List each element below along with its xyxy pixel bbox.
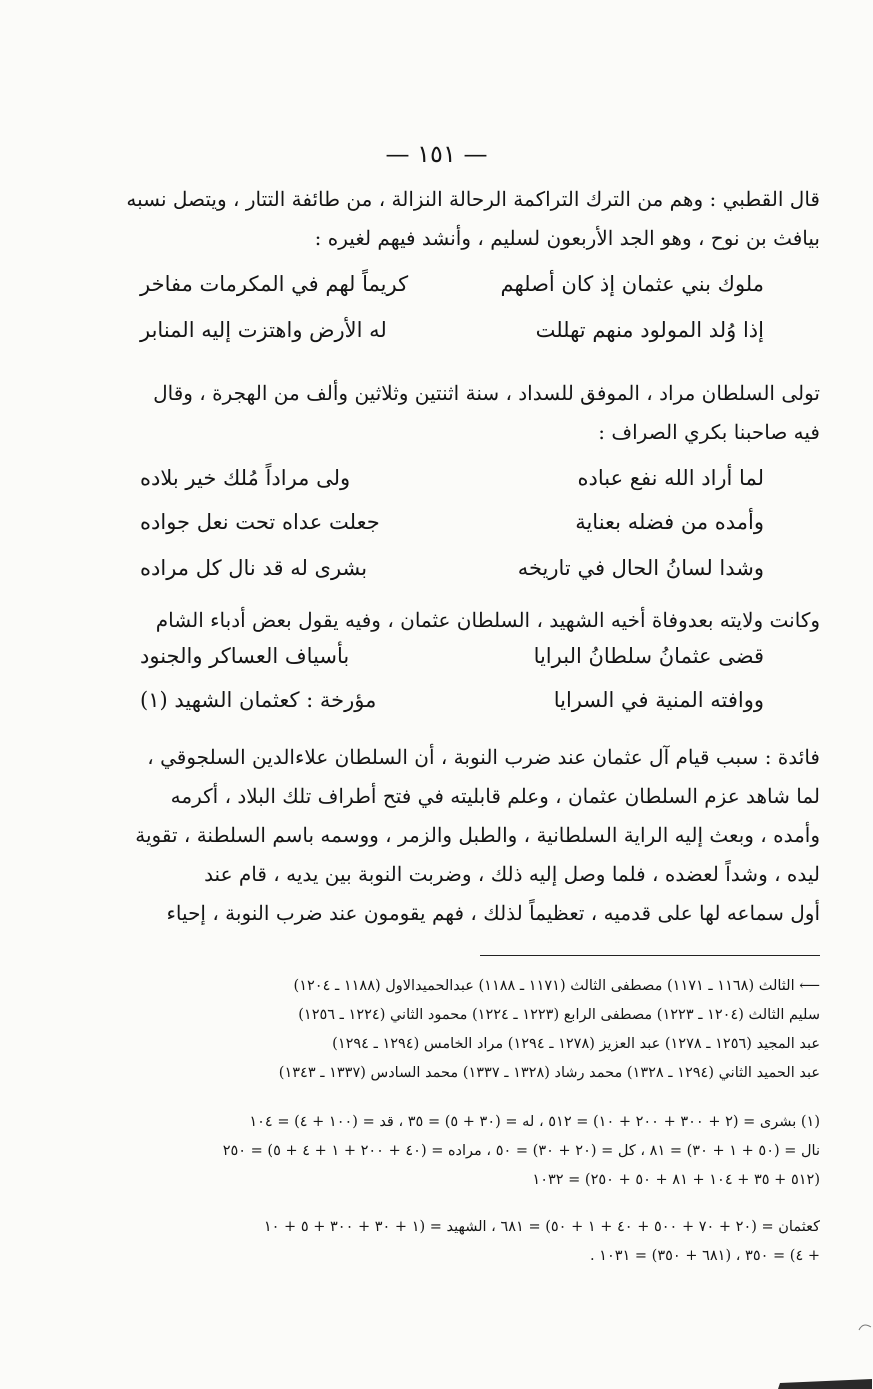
pencil-mark-icon <box>858 1322 872 1332</box>
verse-second-hemistich: جعلت عداه تحت نعل جواده <box>140 510 380 534</box>
verse-first-hemistich: قضى عثمانُ سلطانُ البرايا <box>533 644 764 668</box>
verse-first-hemistich: ووافته المنية في السرايا <box>553 688 764 712</box>
verse-first-hemistich: إذا وُلد المولود منهم تهللت <box>535 318 764 342</box>
footnote-line: عبد الحميد الثاني (١٢٩٤ ـ ١٣٢٨) محمد رشاد (١٣٢٨ ـ ١٣٣٧) محمد السادس (١٣٣٧ ـ ١٣٤٣) <box>278 1065 820 1081</box>
footnote-line: نال = (٥٠ + ١ + ٣٠) = ٨١ ، كل = (٢٠ + ٣٠) = ٥٠ ، مراده = (٤٠ + ٢٠٠ + ١ + ٤ + ٥) = ٢٥٠ <box>222 1143 820 1159</box>
text-line: تولى السلطان مراد ، الموفق للسداد ، سنة اثنتين وثلاثين وألف من الهجرة ، وقال <box>153 381 820 405</box>
footnote-line: ⟵ الثالث (١١٦٨ ـ ١١٧١) مصطفى الثالث (١١٧١ ـ ١١٨٨) عبدالحميدالاول (١١٨٨ ـ ١٢٠٤) <box>293 978 820 994</box>
footnote-sultans-list <box>84 972 820 1088</box>
accession-paragraph <box>84 601 820 640</box>
verse-line <box>140 272 764 312</box>
verse-second-hemistich: ولى مراداً مُلك خير بلاده <box>140 466 351 490</box>
scan-edge-smudge <box>776 1377 873 1389</box>
text-line: وكانت ولايته بعدوفاة أخيه الشهيد ، السلطان عثمان ، وفيه يقول بعض أدباء الشام <box>155 608 820 632</box>
verse-first-hemistich: وأمده من فضله بعناية <box>575 510 764 534</box>
text-line: ليده ، وشداً لعضده ، فلما وصل إليه ذلك ، وضربت النوبة بين يديه ، قام عند <box>204 862 820 886</box>
footnote-line: (١) بشرى = (٢ + ٣٠٠ + ٢٠٠ + ١٠) = ٥١٢ ، له = (٣٠ + ٥) = ٣٥ ، قد = (١٠٠ + ٤) = ١٠٤ <box>249 1114 820 1130</box>
footnote-line: (٥١٢ + ٣٥ + ١٠٤ + ٨١ + ٥٠ + ٢٥٠) = ١٠٣٢ <box>532 1172 820 1188</box>
footnote-1-chronogram <box>84 1108 820 1195</box>
verse-line <box>140 510 764 550</box>
text-line: بيافث بن نوح ، وهو الجد الأربعون لسليم ، وأنشد فيهم لغيره : <box>314 226 820 250</box>
text-line: قال القطبي : وهم من الترك التراكمة الرحالة النزالة ، من طائفة التتار ، ويتصل نسبه <box>126 187 820 211</box>
verse-line <box>140 688 764 728</box>
verse-second-hemistich: له الأرض واهتزت إليه المنابر <box>140 318 387 342</box>
footnote-line: سليم الثالث (١٢٠٤ ـ ١٢٢٣) مصطفى الرابع (١٢٢٣ ـ ١٢٢٤) محمود الثاني (١٢٢٤ ـ ١٢٥٦) <box>298 1007 820 1023</box>
sultan-murad-paragraph <box>84 374 820 452</box>
footnote-line: كعثمان = (٢٠ + ٧٠ + ٥٠٠ + ٤٠ + ١ + ٥٠) = ٦٨١ ، الشهيد = (١ + ٣٠ + ٣٠٠ + ٥ + ١٠ <box>263 1219 820 1235</box>
text-line: وأمده ، وبعث إليه الراية السلطانية ، والطبل والزمر ، ووسمه باسم السلطنة ، تقوية <box>135 823 820 847</box>
verse-second-hemistich: كريماً لهم في المكرمات مفاخر <box>140 272 409 296</box>
text-line: فيه صاحبنا بكري الصراف : <box>598 420 820 444</box>
verse-line <box>140 466 764 506</box>
text-line: لما شاهد عزم السلطان عثمان ، وعلم قابليته في فتح أطراف تلك البلاد ، أكرمه <box>170 784 820 808</box>
verse-second-hemistich: مؤرخة : كعثمان الشهيد (١) <box>140 688 377 712</box>
footnote-line: عبد المجيد (١٢٥٦ ـ ١٢٧٨) عبد العزيز (١٢٧٨ ـ ١٢٩٤) مراد الخامس (١٢٩٤ ـ ١٢٩٤) <box>332 1036 820 1052</box>
verse-line <box>140 318 764 358</box>
verse-second-hemistich: بشرى له قد نال كل مراده <box>140 556 368 580</box>
page-number: — ١٥١ — <box>385 140 488 168</box>
footnote-line: + ٤) = ٣٥٠ ، (٦٨١ + ٣٥٠) = ١٠٣١ . <box>589 1248 820 1264</box>
verse-first-hemistich: لما أراد الله نفع عباده <box>577 466 764 490</box>
intro-paragraph <box>84 180 820 258</box>
verse-first-hemistich: وشدا لسانُ الحال في تاريخه <box>517 556 764 580</box>
verse-line <box>140 556 764 596</box>
footnote-2-chronogram <box>84 1213 820 1271</box>
verse-line <box>140 644 764 684</box>
text-line: أول سماعه لها على قدميه ، تعظيماً لذلك ، فهم يقومون عند ضرب النوبة ، إحياء <box>166 901 820 925</box>
footnote-separator <box>480 955 820 956</box>
faida-paragraph <box>84 738 820 933</box>
text-line: فائدة : سبب قيام آل عثمان عند ضرب النوبة ، أن السلطان علاءالدين السلجوقي ، <box>147 745 820 769</box>
verse-second-hemistich: بأسياف العساكر والجنود <box>140 644 350 668</box>
verse-first-hemistich: ملوك بني عثمان إذ كان أصلهم <box>500 272 764 296</box>
